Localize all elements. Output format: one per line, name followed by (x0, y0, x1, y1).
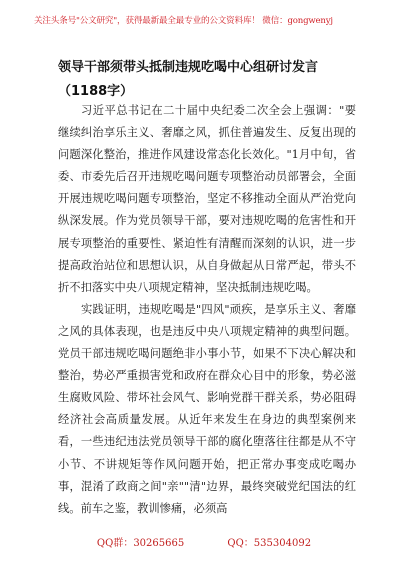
header-banner: 关注头条号"公文研究"，获得最新最全最专业的公文资料库！ 微信：gongwenyj (34, 16, 333, 26)
document-title: 领导干部须带头抵制违规吃喝中心组研讨发言（1188字） (58, 60, 319, 99)
document-body (58, 100, 356, 520)
paragraph-1: 习近平总书记在二十届中央纪委二次全会上强调："要继续纠治享乐主义、奢靡之风，抓住普遍发生、反复出现的问题深化整治，推进作风建设常态化长效化。"1月中旬，省委、市委先后召开违规吃喝问题专项整治动员部署会，全面开展违规吃喝问题专项整治，坚定不移推动全面从严治党向纵深发展。作为党员领导干部，要对违规吃喝的危害性和开展专项整治的重要性、紧迫性有清醒而深刻的认识，进一步提高政治站位和思想认识，从自身做起从日常严起，带头不折不扣落实中央八项规定精神，坚决抵制违规吃喝。 (58, 104, 356, 294)
paragraph-2: 实践证明，违规吃喝是"四风"顽疾，是享乐主义、奢靡之风的具体表现，也是违反中央八项规定精神的典型问题。党员干部违规吃喝问题绝非小事小节，如果不下决心解决和整治，势必严重损害党和政府在群众心目中的形象，势必滋生腐败风险、带坏社会风气、影响党群干群关系，势必阻碍经济社会高质量发展。从近年来发生在身边的典型案例来看，一些违纪违法党员领导干部的腐化堕落往往都是从不守小节、不讲规矩等作风问题开始，把正常办事变成吃喝办事，混淆了政商之间"亲""清"边界，最终突破党纪国法的红线。前车之鉴，教训惨痛，必须高 (58, 302, 356, 515)
footer-qq: QQ：535304092 (227, 538, 312, 549)
footer-qq-group: QQ群：30265665 (96, 538, 185, 549)
footer (0, 534, 408, 549)
